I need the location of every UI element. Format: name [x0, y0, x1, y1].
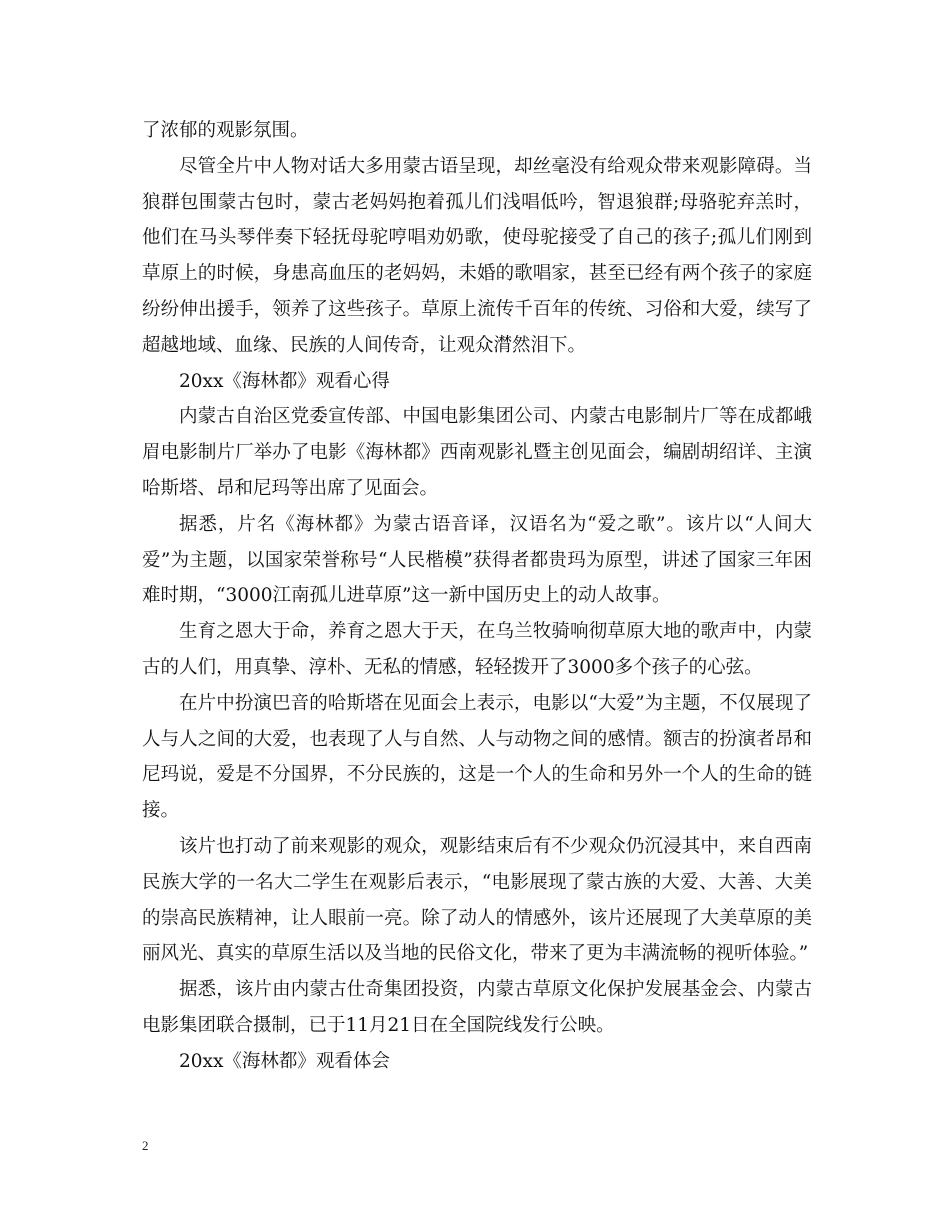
section-heading-viewing-notes: 20xx《海林都》观看心得: [179, 370, 390, 392]
page-number: 2: [142, 1138, 149, 1153]
paragraph-dialogue-language: 尽管全片中人物对话大多用蒙古语呈现，却丝毫没有给观众带来观影障碍。当狼群包围蒙古包时，蒙古老妈妈抱着孤儿们浅唱低吟，智退狼群;母骆驼弃羔时，他们在马头琴伴奏下轻抚母驼哼唱劝奶歌，使母驼接受了自己的孩子;孤儿们刚到草原上的时候，身患高血压的老妈妈，未婚的歌唱家，甚至已经有两个孩子的家庭纷纷伸出援手，领养了这些孩子。草原上流传千百年的传统、习俗和大爱，续写了超越地域、血缘、民族的人间传奇，让观众潸然泪下。: [142, 155, 812, 356]
paragraph-nurturing-grace: 生育之恩大于命，养育之恩大于天，在乌兰牧骑响彻草原大地的歌声中，内蒙古的人们，用真挚、淳朴、无私的情感，轻轻拨开了3000多个孩子的心弦。: [142, 621, 812, 678]
paragraph-continuation: 了浓郁的观影氛围。: [142, 120, 309, 141]
paragraph-film-title-meaning: 据悉，片名《海林都》为蒙古语音译，汉语名为“爱之歌”。该片以“人间大爱”为主题，以国家荣誉称号“人民楷模”获得者都贵玛为原型，讲述了国家三年困难时期，“3000江南孤儿进草原”这一新中国历史上的动人故事。: [142, 513, 812, 607]
body-text: [142, 113, 812, 1080]
paragraph-production-release: 据悉，该片由内蒙古仕奇集团投资，内蒙古草原文化保护发展基金会、内蒙古电影集团联合摄制，已于11月21日在全国院线发行公映。: [142, 979, 812, 1036]
paragraph-actor-remarks: 在片中扮演巴音的哈斯塔在见面会上表示，电影以“大爱”为主题，不仅展现了人与人之间的大爱，也表现了人与自然、人与动物之间的感情。额吉的扮演者昂和尼玛说，爱是不分国界，不分民族的，这是一个人的生命和另外一个人的生命的链接。: [142, 692, 812, 822]
paragraph-audience-reaction: 该片也打动了前来观影的观众，观影结束后有不少观众仍沉浸其中，来自西南民族大学的一名大二学生在观影后表示，“电影展现了蒙古族的大爱、大善、大美的崇高民族精神，让人眼前一亮。除了动人的情感外，该片还展现了大美草原的美丽风光、真实的草原生活以及当地的民俗文化，带来了更为丰满流畅的视听体验。”: [142, 835, 812, 965]
paragraph-premiere-event: 内蒙古自治区党委宣传部、中国电影集团公司、内蒙古电影制片厂等在成都峨眉电影制片厂举办了电影《海林都》西南观影礼暨主创见面会，编剧胡绍详、主演哈斯塔、昂和尼玛等出席了见面会。: [142, 406, 812, 499]
section-heading-viewing-reflection: 20xx《海林都》观看体会: [179, 1050, 390, 1072]
